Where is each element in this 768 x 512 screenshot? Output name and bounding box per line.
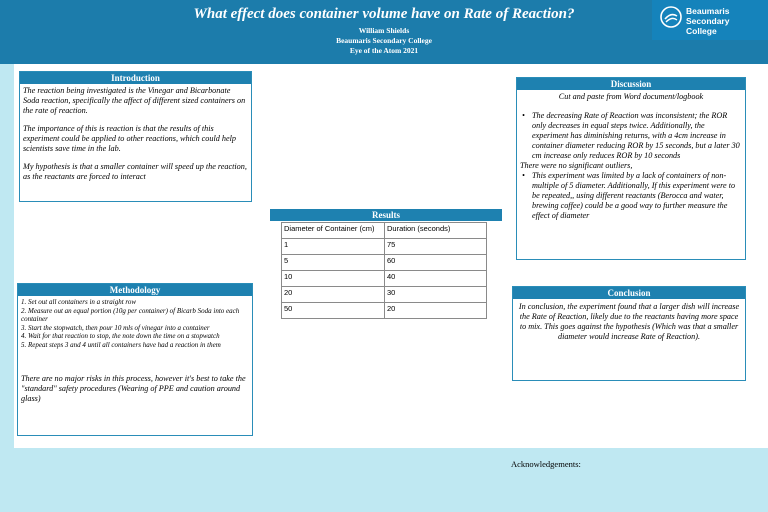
author-name: William Shields — [358, 26, 410, 35]
table-header-cell: Duration (seconds) — [385, 223, 487, 239]
method-step: 5. Repeat steps 3 and 4 until all containers have had a reaction in them — [21, 340, 221, 349]
risk-statement: There are no major risks in this process, however it's best to take the "standard" safety procedures (Wearing of PPE and caution around glass) — [21, 373, 246, 403]
event-name: Eye of the Atom 2021 — [349, 46, 419, 55]
discussion-heading: Discussion — [517, 78, 745, 90]
school-logo-icon — [660, 6, 682, 28]
poster-title: What effect does container volume have on Rate of Reaction? — [193, 6, 575, 22]
table-cell: 40 — [385, 271, 487, 287]
table-cell: 1 — [282, 239, 385, 255]
table-row — [282, 287, 487, 303]
table-row — [282, 303, 487, 319]
table-cell: 20 — [282, 287, 385, 303]
hypothesis-paragraph: My hypothesis is that a smaller container will speed up the reaction, as the reactants are forced to interact — [23, 162, 247, 181]
school-logo — [652, 0, 768, 40]
conclusion-panel — [512, 286, 746, 381]
conclusion-heading: Conclusion — [513, 287, 745, 299]
table-cell: 20 — [385, 303, 487, 319]
table-row — [282, 239, 487, 255]
introduction-heading: Introduction — [20, 72, 251, 84]
table-row — [282, 255, 487, 271]
conclusion-text: In conclusion, the experiment found that a larger dish will increase the Rate of Reaction, likely due to the reactants having more space to mix. This goes against the hypothesis (Which was that a smaller diameter would increase Rate of Reaction). — [518, 302, 740, 341]
table-cell: 30 — [385, 287, 487, 303]
table-header-cell: Diameter of Container (cm) — [282, 223, 385, 239]
table-cell: 75 — [385, 239, 487, 255]
discussion-bullet: • The decreasing Rate of Reaction was inconsistent; the ROR only decreases in equal steps twice. Additionally, the experiment has diminishing returns, with a 4cm increase in container diameter reducing ROR by 15 seconds, but a later 30 cm increase only reduces ROR by 10 seconds — [522, 111, 740, 160]
results-heading: Results — [270, 209, 502, 221]
acknowledgements-label: Acknowledgements: — [511, 459, 581, 469]
method-step: 1. Set out all containers in a straight row — [21, 298, 137, 306]
introduction-paragraph: The importance of this is reaction is that the results of this experiment could be applied to other reactions, which could help scientists save time in the lab. — [23, 124, 236, 153]
discussion-intro: Cut and paste from Word document/logbook — [558, 92, 704, 101]
school-name: Beaumaris Secondary College — [336, 36, 432, 45]
methodology-heading: Methodology — [18, 284, 252, 296]
discussion-panel — [516, 77, 746, 260]
table-header-row — [282, 223, 487, 239]
introduction-paragraph: The reaction being investigated is the Vinegar and Bicarbonate Soda reaction, specifically the affect of different sized containers on the rate of reaction. — [23, 86, 246, 115]
method-step: 2. Measure out an equal portion (10g per container) of Bicarb Soda into each container — [21, 306, 240, 324]
table-row — [282, 271, 487, 287]
bullet-icon: • — [522, 171, 525, 180]
table-cell: 60 — [385, 255, 487, 271]
results-table — [281, 222, 487, 319]
introduction-panel — [19, 71, 252, 202]
table-cell: 10 — [282, 271, 385, 287]
table-cell: 5 — [282, 255, 385, 271]
table-cell: 50 — [282, 303, 385, 319]
method-step: 3. Start the stopwatch, then pour 10 mls of vinegar into a container — [21, 323, 210, 332]
discussion-bullet: • This experiment was limited by a lack of containers of non-multiple of 5 diameter. Additionally, If this experiment were to be repeated,, using different reactants (Berocca and water, brewing coffee) could be a good way to further measure the effect of diameter — [522, 171, 736, 220]
method-step: 4. Wait for that reaction to stop, the note down the time on a stopwatch — [21, 332, 220, 341]
bullet-icon: • — [522, 111, 525, 120]
methodology-panel — [17, 283, 253, 436]
discussion-text: There were no significant outliers, — [520, 161, 633, 170]
school-logo-text: Beaumaris Secondary College — [686, 6, 730, 36]
